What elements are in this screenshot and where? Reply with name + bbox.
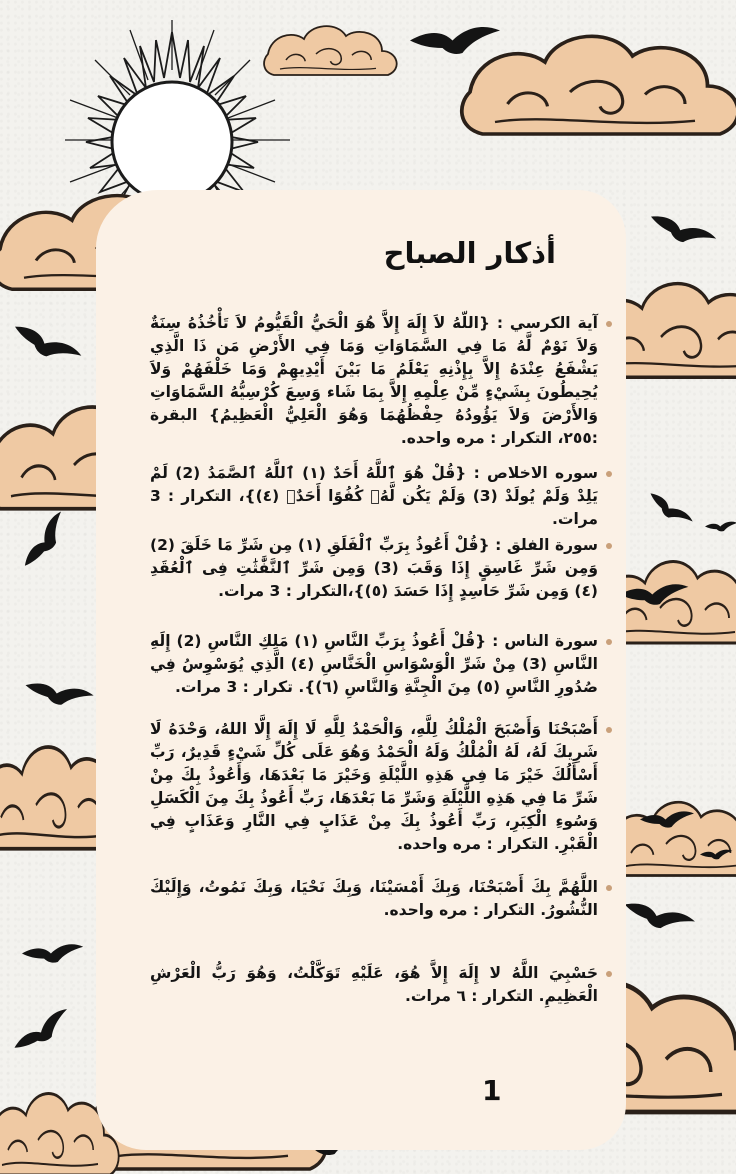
list-item: حَسْبِيَ اللَّهُ لا إِلَهَ إِلاَّ هُوَ، عَلَيْهِ تَوَكَّلْتُ، وَهُوَ رَبُّ الْعَرْشِ الْعَظِيمِ. التكرار : ٦ مرات.	[150, 962, 598, 1008]
list-item: سوره الاخلاص : {قُلْ هُوَ ٱللَّهُ أَحَدٌ (١) ٱللَّهُ ٱلصَّمَدُ (2) لَمْ يَلِدْ وَلَمْ يُولَدْ (3) وَلَمْ يَكُن لَّهُۥ كُفُوًا أَحَدٌۢ (٤)}، التكرار : 3 مرات.	[150, 462, 598, 531]
list-item: سورة الناس : {قُلْ أَعُوذُ بِرَبِّ النَّاسِ (١) مَلِكِ النَّاسِ (2) إِلَهِ النَّاسِ (3) مِنْ شَرِّ الْوَسْوَاسِ الْخَنَّاسِ (٤) الَّذِي يُوَسْوِسُ فِي صُدُورِ النَّاسِ (٥) مِنَ الْجِنَّةِ وَالنَّاسِ (٦)}. تكرار : 3 مرات.	[150, 630, 598, 699]
page-number: 1	[482, 1074, 502, 1107]
list-item: اللَّهُمَّ بِكَ أَصْبَحْنَا، وَبِكَ أَمْسَيْنَا، وَبِكَ نَحْيَا، وَبِكَ نَمُوتُ، وَإِلَيْكَ النُّشُورُ. التكرار : مره واحده.	[150, 876, 598, 922]
page-title: أذكار الصباح	[383, 236, 556, 270]
list-item: آية الكرسي : {اللّهُ لاَ إِلَهَ إِلاَّ هُوَ الْحَيُّ الْقَيُّومُ لاَ تَأْخُذُهُ سِنَةٌ وَلاَ نَوْمٌ لَّهُ مَا فِي السَّمَاوَاتِ وَمَا فِي الأَرْضِ مَن ذَا الَّذِي يَشْفَعُ عِنْدَهُ إِلاَّ بِإِذْنِهِ يَعْلَمُ مَا بَيْنَ أَيْدِيهِمْ وَمَا خَلْفَهُمْ وَلاَ يُحِيطُونَ بِشَيْءٍ مِّنْ عِلْمِهِ إِلاَّ بِمَا شَاء وَسِعَ كُرْسِيُّهُ السَّمَاوَاتِ وَالأَرْضَ وَلاَ يَؤُودُهُ حِفْظُهُمَا وَهُوَ الْعَلِيُّ الْعَظِيمُ} البقرة :٢٥٥، التكرار : مره واحده.	[150, 312, 598, 450]
adhkar-list	[150, 312, 599, 1005]
list-item: سورة الفلق : {قُلْ أَعُوذُ بِرَبِّ ٱلْفَلَقِ (١) مِن شَرِّ مَا خَلَقَ (2) وَمِن شَرِّ غَاسِقٍ إِذَا وَقَبَ (3) وَمِن شَرِّ ٱلنَّفَّٰثَٰتِ فِى ٱلْعُقَدِ (٤) وَمِن شَرِّ حَاسِدٍ إِذَا حَسَدَ (٥)}،التكرار : 3 مرات.	[150, 534, 598, 603]
list-item: أَصْبَحْنَا وَأَصْبَحَ الْمُلْكُ لِلَّهِ، وَالْحَمْدُ لِلَّهِ لَا إِلَهَ إِلَّا اللهُ، وَحْدَهُ لَا شَرِيكَ لَهُ، لَهُ الْمُلْكُ وَلَهُ الْحَمْدُ وَهُوَ عَلَى كُلِّ شَيْءٍ قَدِيرٌ، رَبِّ أَسْأَلُكَ خَيْرَ مَا فِي هَذِهِ اللَّيْلَةِ وَخَيْرَ مَا بَعْدَهَا، وَأَعُوذُ بِكَ مِنْ شَرِّ مَا فِي هَذِهِ اللَّيْلَةِ وَشَرِّ مَا بَعْدَهَا، رَبِّ أَعُوذُ بِكَ مِنَ الْكَسَلِ وَسُوءِ الْكِبَرِ، رَبِّ أَعُوذُ بِكَ مِنْ عَذَابٍ فِي النَّارِ وَعَذَابٍ فِي الْقَبْرِ. التكرار : مره واحده.	[150, 718, 598, 856]
